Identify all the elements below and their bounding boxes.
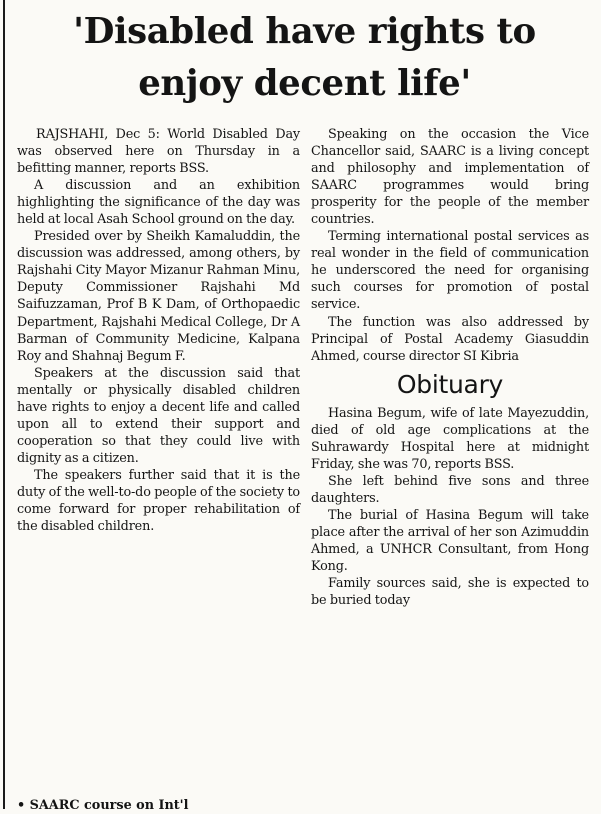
article-paragraph: A discussion and an exhibition highlighting the significance of the day was held at local Asah School ground on the day. (17, 178, 300, 228)
article-paragraph: Terming international postal services as real wonder in the field of communication he underscored the need for organising such courses for promotion of postal service. (311, 229, 589, 313)
column-rule (3, 0, 5, 809)
article-paragraph: RAJSHAHI, Dec 5: World Disabled Day was observed here on Thursday in a befitting manner, reports BSS. (17, 127, 300, 177)
article-paragraph: The function was also addressed by Principal of Postal Academy Giasuddin Ahmed, course director SI Kibria (311, 314, 589, 364)
obituary-heading: Obituary (396, 369, 504, 399)
article-left-column (17, 126, 300, 535)
article-paragraph: Speaking on the occasion the Vice Chancellor said, SAARC is a living concept and philosophy and implementation of SAARC programmes would bring prosperity for the people of the member countries. (311, 127, 589, 228)
article-right-column (311, 126, 589, 609)
obituary-paragraph: Hasina Begum, wife of late Mayezuddin, died of old age complications at the Suhrawardy Hospital here at midnight Friday, she was 70, reports BSS. (311, 405, 589, 472)
next-article-teaser: • SAARC course on Int'l (17, 798, 189, 813)
headline (14, 6, 595, 110)
article-paragraph: Speakers at the discussion said that mentally or physically disabled children have rights to enjoy a decent life and called upon all to extend their support and cooperation so that they could live with dignity as a citizen. (17, 365, 300, 466)
article-paragraph: Presided over by Sheikh Kamaluddin, the discussion was addressed, among others, by Rajshahi City Mayor Mizanur Rahman Minu, Deputy Commissioner Rajshahi Md Saifuzzaman, Prof B K Dam, of Orthopaedic Department, Rajshahi Medical College, Dr A Barman of Community Medicine, Kalpana Roy and Shahnaj Begum F. (17, 229, 300, 364)
headline-line-1: 'Disabled have rights to (73, 11, 536, 52)
article-paragraph: The speakers further said that it is the duty of the well-to-do people of the society to come forward for proper rehabilitation of the disabled children. (17, 467, 300, 535)
headline-line-2: enjoy decent life' (138, 63, 471, 104)
obituary-paragraph: She left behind five sons and three daughters. (311, 473, 589, 506)
obituary-paragraph: The burial of Hasina Begum will take place after the arrival of her son Azimuddin Ahmed, a UNHCR Consultant, from Hong Kong. (311, 507, 589, 575)
obituary-paragraph: Family sources said, she is expected to be buried today (311, 576, 589, 609)
